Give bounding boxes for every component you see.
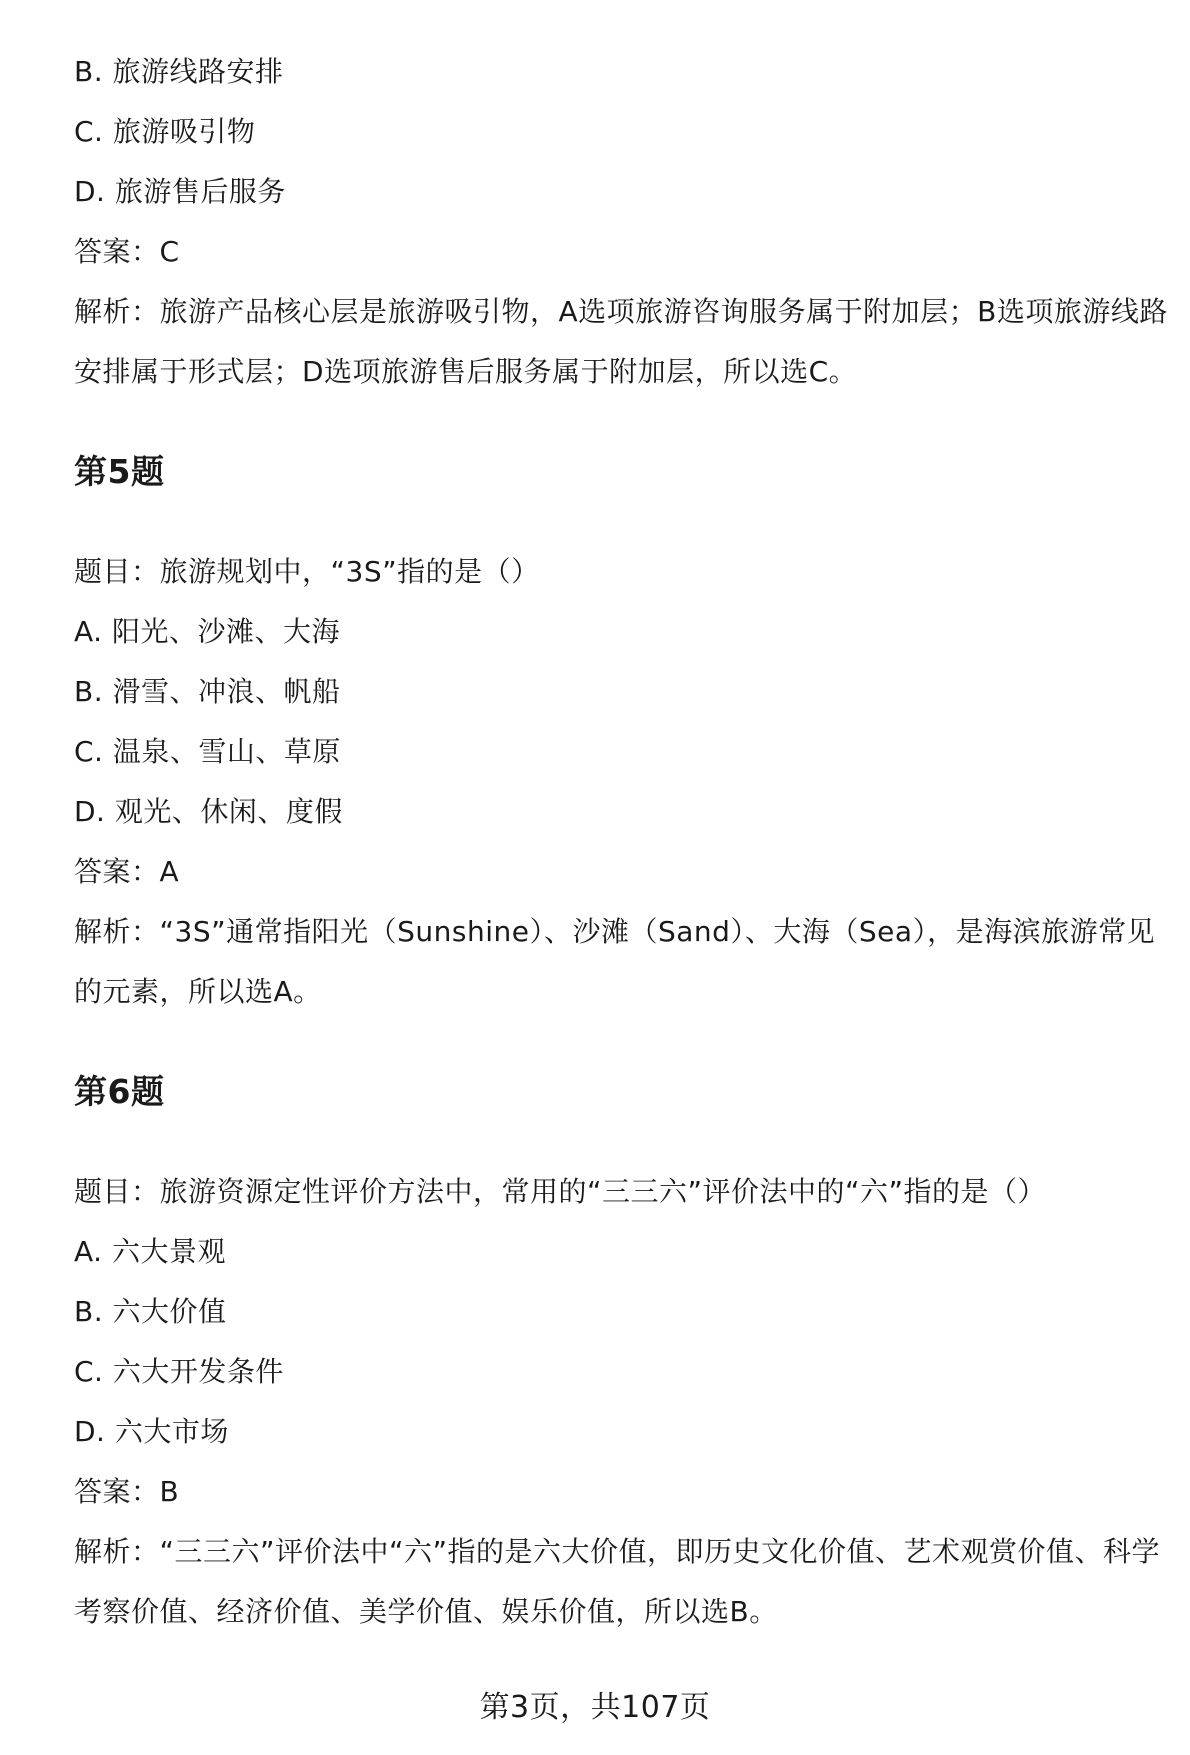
- q6-heading: 第6题: [74, 1072, 165, 1111]
- q5-heading: 第5题: [74, 452, 165, 491]
- q4-option-d: D. 旅游售后服务: [74, 175, 286, 208]
- q5-question: 题目：旅游规划中，“3S”指的是（）: [74, 555, 540, 588]
- q4-analysis: 解析：旅游产品核心层是旅游吸引物，A选项旅游咨询服务属于附加层；B选项旅游线路安排属于形式层；D选项旅游售后服务属于附加层，所以选C。: [74, 295, 1168, 388]
- q6-answer: 答案：B: [74, 1475, 180, 1508]
- q6-option-c: C. 六大开发条件: [74, 1355, 284, 1388]
- q5-analysis: 解析：“3S”通常指阳光（Sunshine）、沙滩（Sand）、大海（Sea），是海滨旅游常见的元素，所以选A。: [74, 915, 1156, 1008]
- q6-option-b: B. 六大价值: [74, 1295, 227, 1328]
- q5-answer: 答案：A: [74, 855, 180, 888]
- page-number-footer: 第3页，共107页: [479, 1690, 711, 1725]
- q4-answer: 答案：C: [74, 235, 180, 268]
- q5-option-a: A. 阳光、沙滩、大海: [74, 615, 340, 648]
- q6-analysis: 解析：“三三六”评价法中“六”指的是六大价值，即历史文化价值、艺术观赏价值、科学考察价值、经济价值、美学价值、娱乐价值，所以选B。: [74, 1535, 1161, 1628]
- page-content: [74, 42, 1174, 1642]
- q6-option-d: D. 六大市场: [74, 1415, 229, 1448]
- q5-option-b: B. 滑雪、冲浪、帆船: [74, 675, 341, 708]
- q5-option-c: C. 温泉、雪山、草原: [74, 735, 341, 768]
- q4-option-b: B. 旅游线路安排: [74, 55, 284, 88]
- q4-option-c: C. 旅游吸引物: [74, 115, 256, 148]
- q6-option-a: A. 六大景观: [74, 1235, 226, 1268]
- q5-option-d: D. 观光、休闲、度假: [74, 795, 343, 828]
- q6-question: 题目：旅游资源定性评价方法中，常用的“三三六”评价法中的“六”指的是（）: [74, 1175, 1047, 1208]
